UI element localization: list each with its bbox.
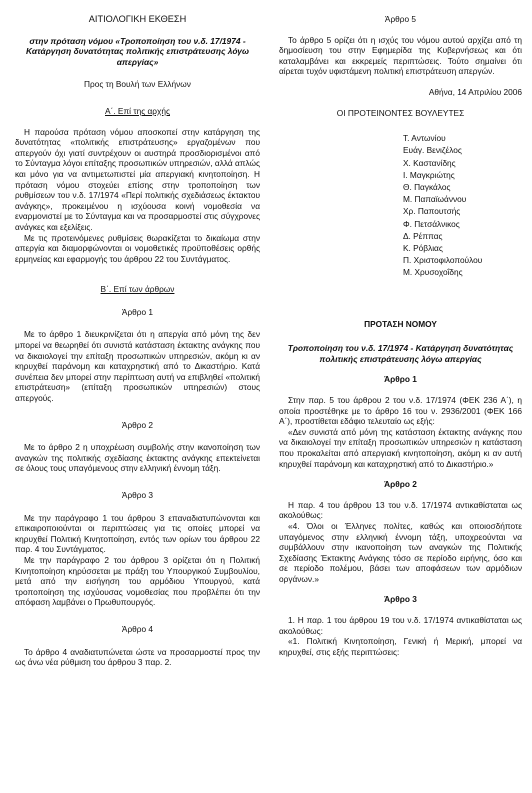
right-column (279, 14, 522, 657)
article-3-text-2: Με την παράγραφο 2 του άρθρου 3 ορίζεται ότι η Πολιτική Κινητοποίηση κηρύσσεται με πράξη του Υπουργικού Συμβουλίου, μετά από την εισήγηση του αρμόδιου Υπουργού, κατά τροποποίηση της ισχύουσας νομοθεσίας που προβλέπει ότι την απόφαση λαμβάνει ο Πρωθυπουργός. (15, 554, 260, 608)
left-column (15, 14, 260, 668)
law-proposal-heading: ΠΡΟΤΑΣΗ ΝΟΜΟΥ (364, 318, 437, 329)
report-subtitle: στην πρόταση νόμου «Τροποποίηση του ν.δ. 17/1974 - Κατάργηση δυνατότητας πολιτικής επιστράτευσης λόγω απεργίας» (26, 35, 249, 67)
signer-name: Χ. Καστανίδης (403, 157, 456, 168)
section-a-paragraph-1: Η παρούσα πρόταση νόμου αποσκοπεί στην κατάργηση της δυνατότητας «πολιτικής επιστράτευσης» εργαζομένων που απεργούν όχι γιατί συντρέχουν οι αυστηρά προσδιορισμένοι από το Σύνταγμα λόγοι επίταξης προσωπικών υπηρεσιών, αλλά απλώς και μόνο για να αντιμετωπιστεί μία απεργιακή κινητοποίηση. Η πρόταση νόμου στοχεύει επίσης στην τροποποίηση των ρυθμίσεων του ν.δ. 17/1974 «Περί πολιτικής σχεδιάσεως έκτακτου ανάγκης», προκειμένου η ισχύουσα κοινή νομοθεσία να εναρμονιστεί με το Σύνταγμα και να προσαρμοστεί στις σύγχρονες ανάγκες και εξελίξεις. (15, 126, 260, 232)
law-article-3-text: 1. Η παρ. 1 του άρθρου 19 του ν.δ. 17/1974 αντικαθίσταται ως ακολούθως: (279, 615, 522, 636)
signer-name: Μ. Παπαϊωάννου (403, 194, 467, 205)
addressee: Προς τη Βουλή των Ελλήνων (84, 79, 191, 90)
article-2-heading: Άρθρο 2 (121, 419, 154, 430)
article-4-text: Το άρθρο 4 αναδιατυπώνεται ώστε να προσαρμοστεί προς την ως άνω νέα ρύθμιση του άρθρου 3 παρ. 2. (15, 646, 260, 668)
law-article-3-heading: Άρθρο 3 (384, 594, 417, 605)
signer-name: Δ. Ρέππας (403, 230, 443, 241)
law-article-1-quote: «Δεν συνιστά από μόνη της κατάσταση έκτακτης ανάγκης που να δικαιολογεί την επίταξη προσωπικών υπηρεσιών η κατάσταση που προκαλείται από απεργιακή κινητοποίηση, ακόμη κι αν αυτή κηρυχθεί παράνομη και καταχρηστική από το Δικαστήριο.» (279, 426, 522, 469)
law-article-1-text: Στην παρ. 5 του άρθρου 2 του ν.δ. 17/1974 (ΦΕΚ 236 Α΄), η οποία προστέθηκε με το άρθρο 16 του ν. 2936/2001 (ΦΕΚ 166 Α΄), προστίθεται εδάφιο τελευταίο ως εξής: (279, 394, 522, 427)
signer-name: Χρ. Παπουτσής (403, 206, 461, 217)
section-a-paragraph-2: Με τις προτεινόμενες ρυθμίσεις θωρακίζεται το δικαίωμα στην απεργία και διαμορφώνονται οι νομοθετικές προϋποθέσεις ορθής ερμηνείας και εφαρμογής του άρθρου 22 του Συντάγματος. (15, 232, 260, 264)
article-3-text-1: Με την παράγραφο 1 του άρθρου 3 επαναδιατυπώνονται και επικαιροποιούνται οι περιπτώσεις για τις οποίες μπορεί να κηρυχθεί Πολιτική Κινητοποίηση, εντός των ορίων του άρθρου 22 παρ. 4 του Συντάγματος. (15, 512, 260, 555)
signer-name: Θ. Παγκάλος (403, 181, 451, 192)
signer-name: Μ. Χρυσοχοΐδης (403, 267, 463, 278)
article-1-heading: Άρθρο 1 (121, 306, 154, 317)
signer-name: Π. Χριστοφιλοπούλου (403, 255, 483, 266)
signers-heading: ΟΙ ΠΡΟΤΕΙΝΟΝΤΕΣ ΒΟΥΛΕΥΤΕΣ (336, 107, 465, 118)
law-proposal-subtitle: Τροποποίηση του ν.δ. 17/1974 - Κατάργηση δυνατότητας πολιτικής επιστράτευσης λόγω απεργίας (287, 343, 514, 364)
signer-name: Κ. Ρόβλιας (403, 242, 443, 253)
law-article-3-quote: «1. Πολιτική Κινητοποίηση, Γενική ή Μερική, μπορεί να κηρυχθεί, στις εξής περιπτώσεις: (279, 636, 522, 657)
law-article-2-text: Η παρ. 4 του άρθρου 13 του ν.δ. 17/1974 αντικαθίσταται ως ακολούθως: (279, 499, 522, 521)
section-b-heading: Β΄. Επί των άρθρων (100, 284, 175, 295)
law-article-2-heading: Άρθρο 2 (384, 479, 417, 490)
article-5-heading: Άρθρο 5 (384, 14, 417, 24)
report-heading: ΑΙΤΙΟΛΟΓΙΚΗ ΕΚΘΕΣΗ (88, 14, 187, 24)
signer-name: Ευάγ. Βενιζέλος (403, 145, 462, 156)
article-1-text: Με το άρθρο 1 διευκρινίζεται ότι η απεργία από μόνη της δεν μπορεί να θεωρηθεί ότι συνιστά κατάσταση έκτακτης ανάγκης που να δικαιολογεί την επίταξη προσωπικών υπηρεσιών, ακόμη κι αν κηρυχθεί παράνομη και καταχρηστική από το Δικαστήριο. Κατά συνέπεια δεν μπορεί στην περίπτωση αυτή να επιβληθεί «πολιτική επιστράτευση» (επίταξη προσωπικών υπηρεσιών) στους απεργούς. (15, 329, 260, 404)
signer-name: Ι. Μαγκριώτης (403, 169, 455, 180)
signers-list (403, 132, 522, 278)
article-3-heading: Άρθρο 3 (121, 490, 154, 500)
article-4-heading: Άρθρο 4 (121, 623, 154, 634)
signer-name: Τ. Αντωνίου (403, 133, 446, 144)
signer-name: Φ. Πετσάλνικος (403, 218, 460, 229)
article-5-text: Το άρθρο 5 ορίζει ότι η ισχύς του νόμου αυτού αρχίζει από τη δημοσίευση του στην Εφημερίδα της Κυβερνήσεως και ότι καταλαμβάνει και εκκρεμείς περιπτώσεις. Τούτο σημαίνει ότι αίρεται τυχόν υφιστάμενη πολιτική επιστράτευση απεργών. (279, 34, 522, 77)
signing-date: Αθήνα, 14 Απριλίου 2006 (428, 86, 522, 97)
law-article-2-quote: «4. Όλοι οι Έλληνες πολίτες, καθώς και οποιοσδήποτε υπαγόμενος στην ελληνική έννομη τάξη, υποχρεούνται να συμβάλλουν στην ικανοποίηση των αναγκών της Πολιτικής Σχεδίασης Έκτακτης Ανάγκης τόσο σε περίοδο ειρήνης, όσο και σε περίοδο πολέμου, βάσει των αποφάσεων των αρμόδιων οργάνων.» (279, 520, 522, 584)
section-a-heading: Α΄. Επί της αρχής (105, 105, 170, 116)
law-article-1-heading: Άρθρο 1 (384, 374, 417, 385)
article-2-text: Με το άρθρο 2 η υποχρέωση συμβολής στην ικανοποίηση των αναγκών της πολιτικής σχεδίασης έκτακτης ανάγκης επεκτείνεται σε όλους τους υπαγόμενους στην ελληνική έννομη τάξη. (15, 442, 260, 474)
